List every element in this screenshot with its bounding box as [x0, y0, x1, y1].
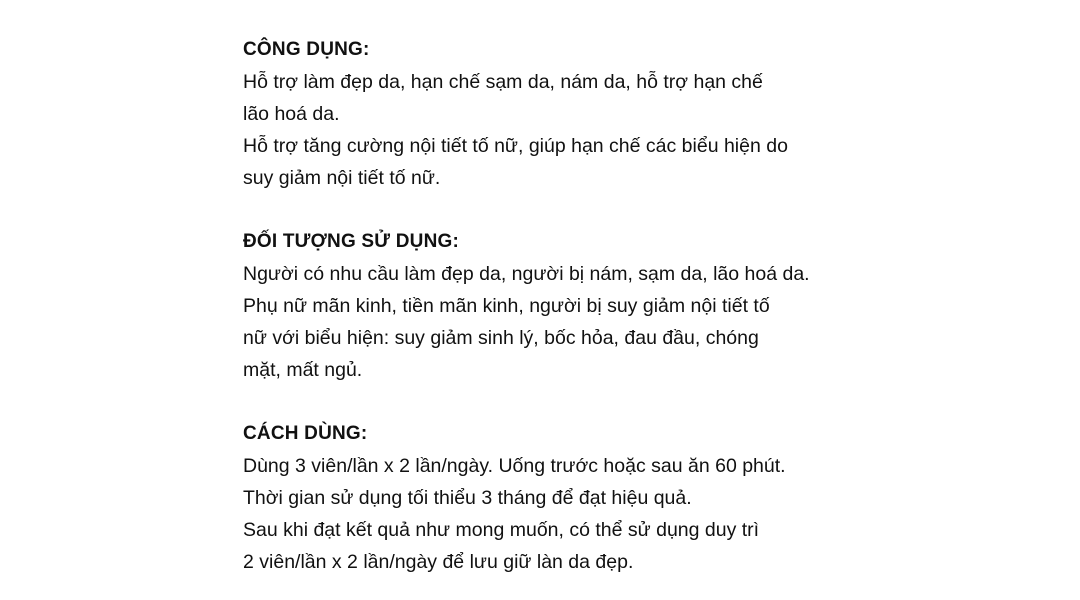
- text-line: Dùng 3 viên/lần x 2 lần/ngày. Uống trước hoặc sau ăn 60 phút.: [243, 455, 786, 477]
- section-heading: ĐỐI TƯỢNG SỬ DỤNG:: [243, 231, 459, 252]
- text-line: Hỗ trợ làm đẹp da, hạn chế sạm da, nám da, hỗ trợ hạn chế: [243, 71, 763, 93]
- text-line: mặt, mất ngủ.: [243, 359, 363, 381]
- text-line: suy giảm nội tiết tố nữ.: [243, 167, 441, 189]
- section-cach-dung: [243, 418, 843, 578]
- text-line: 2 viên/lần x 2 lần/ngày để lưu giữ làn da đẹp.: [243, 551, 634, 573]
- text-line: Phụ nữ mãn kinh, tiền mãn kinh, người bị suy giảm nội tiết tố: [243, 295, 770, 317]
- text-line: lão hoá da.: [243, 103, 340, 125]
- text-line: Thời gian sử dụng tối thiểu 3 tháng để đạt hiệu quả.: [243, 487, 692, 509]
- text-line: Sau khi đạt kết quả như mong muốn, có thể sử dụng duy trì: [243, 519, 760, 541]
- section-heading: CÔNG DỤNG:: [243, 39, 370, 60]
- text-line: Hỗ trợ tăng cường nội tiết tố nữ, giúp hạn chế các biểu hiện do: [243, 135, 788, 157]
- document-body: [243, 34, 843, 578]
- section-heading: CÁCH DÙNG:: [243, 423, 368, 444]
- text-line: nữ với biểu hiện: suy giảm sinh lý, bốc hỏa, đau đầu, chóng: [243, 327, 759, 349]
- text-line: Người có nhu cầu làm đẹp da, người bị nám, sạm da, lão hoá da.: [243, 263, 810, 285]
- section-doi-tuong-su-dung: [243, 226, 843, 386]
- section-cong-dung: [243, 34, 843, 194]
